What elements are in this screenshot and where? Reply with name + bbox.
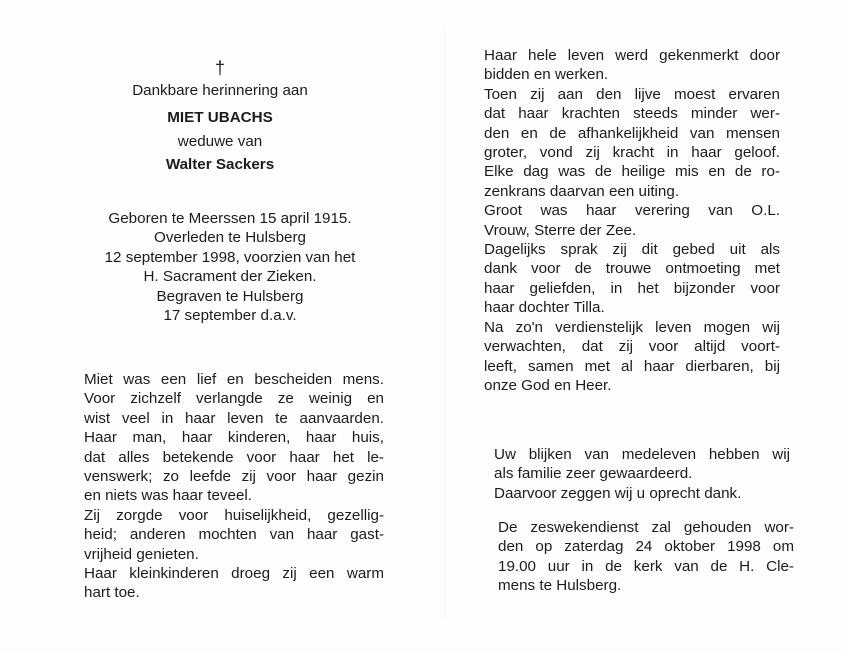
text-line: groter, vond zij kracht in haar geloof. — [484, 144, 780, 162]
intro-text: Dankbare herinnering aan — [132, 82, 308, 99]
text-line: Uw blijken van medeleven hebben wij — [494, 446, 790, 463]
text-line: dank voor de trouwe ontmoeting met — [484, 260, 780, 278]
text-line: leeft, samen met al haar dierbaren, bij — [484, 357, 780, 375]
text-line: zenkrans daarvan een uiting. — [484, 182, 680, 200]
text-line: mens te Hulsberg. — [498, 577, 622, 595]
text-line: Haar kleinkinderen droeg zij een warm — [84, 565, 384, 583]
date-line: Geboren te Meerssen 15 april 1915. — [108, 210, 352, 227]
text-line: Toen zij aan den lijve moest ervaren — [484, 85, 780, 103]
text-line: bidden en werken. — [484, 66, 609, 84]
date-line: H. Sacrament der Zieken. — [143, 268, 317, 286]
spouse-name: Walter Sackers — [165, 156, 275, 174]
text-line: Zij zorgde voor huiselijkheid, gezellig- — [84, 506, 384, 524]
text-line: Dagelijks sprak zij dit gebed uit als — [484, 241, 780, 259]
date-line: 17 september d.a.v. — [163, 307, 297, 325]
text-line: wist veel in haar leven te aanvaarden. — [84, 409, 384, 427]
text-line: en niets was haar teveel. — [84, 487, 253, 505]
text-line: Groot was haar verering van O.L. — [484, 202, 780, 220]
text-line: den en de afhankelijkheid van mensen — [484, 124, 780, 142]
text-line: onze God en Heer. — [484, 376, 612, 394]
text-line: hart toe. — [84, 584, 140, 602]
date-line: 12 september 1998, voorzien van het — [104, 248, 356, 266]
text-line: vrijheid genieten. — [84, 545, 199, 563]
text-line: heid; anderen mochten van haar gast- — [84, 526, 384, 544]
text-line: 19.00 uur in de kerk van de H. Cle- — [498, 557, 794, 575]
text-line: Na zo'n verdienstelijk leven mogen wij — [484, 318, 780, 336]
text-line: Elke dag was de heilige mis en de ro- — [484, 163, 780, 181]
text-line: De zeswekendienst zal gehouden wor- — [498, 519, 794, 536]
life-dates — [60, 209, 400, 325]
widow-of-text: weduwe van — [177, 132, 263, 150]
date-line: Begraven te Hulsberg — [156, 287, 304, 305]
text-line: den op zaterdag 24 oktober 1998 om — [498, 538, 794, 556]
service-announcement — [498, 518, 794, 596]
right-body-text — [484, 46, 780, 395]
text-line: dat alles betekende voor haar het le- — [84, 448, 384, 466]
text-line: Haar hele leven werd gekenmerkt door — [484, 47, 780, 64]
thanks-text — [494, 445, 790, 503]
text-line: Daarvoor zeggen wij u oprecht dank. — [494, 484, 742, 502]
text-line: Vrouw, Sterre der Zee. — [484, 221, 637, 239]
card-header — [60, 55, 380, 175]
text-line: dat haar krachten steeds minder wer- — [484, 105, 780, 123]
text-line: Haar man, haar kinderen, haar huis, — [84, 429, 384, 447]
left-body-text — [84, 370, 384, 603]
cross-icon: † — [214, 58, 225, 78]
fold-line — [444, 30, 445, 620]
text-line: Voor zichzelf verlangde ze weinig en — [84, 390, 384, 408]
text-line: als familie zeer gewaardeerd. — [494, 465, 693, 483]
deceased-name: MIET UBACHS — [167, 109, 273, 127]
text-line: venswerk; zo leefde zij voor haar gezin — [84, 468, 384, 486]
text-line: Miet was een lief en bescheiden mens. — [84, 371, 384, 388]
date-line: Overleden te Hulsberg — [154, 229, 306, 247]
text-line: verwachten, dat zij voor altijd voort- — [484, 338, 780, 356]
text-line: haar dochter Tilla. — [484, 299, 605, 317]
text-line: haar geliefden, in het bijzonder voor — [484, 279, 780, 297]
